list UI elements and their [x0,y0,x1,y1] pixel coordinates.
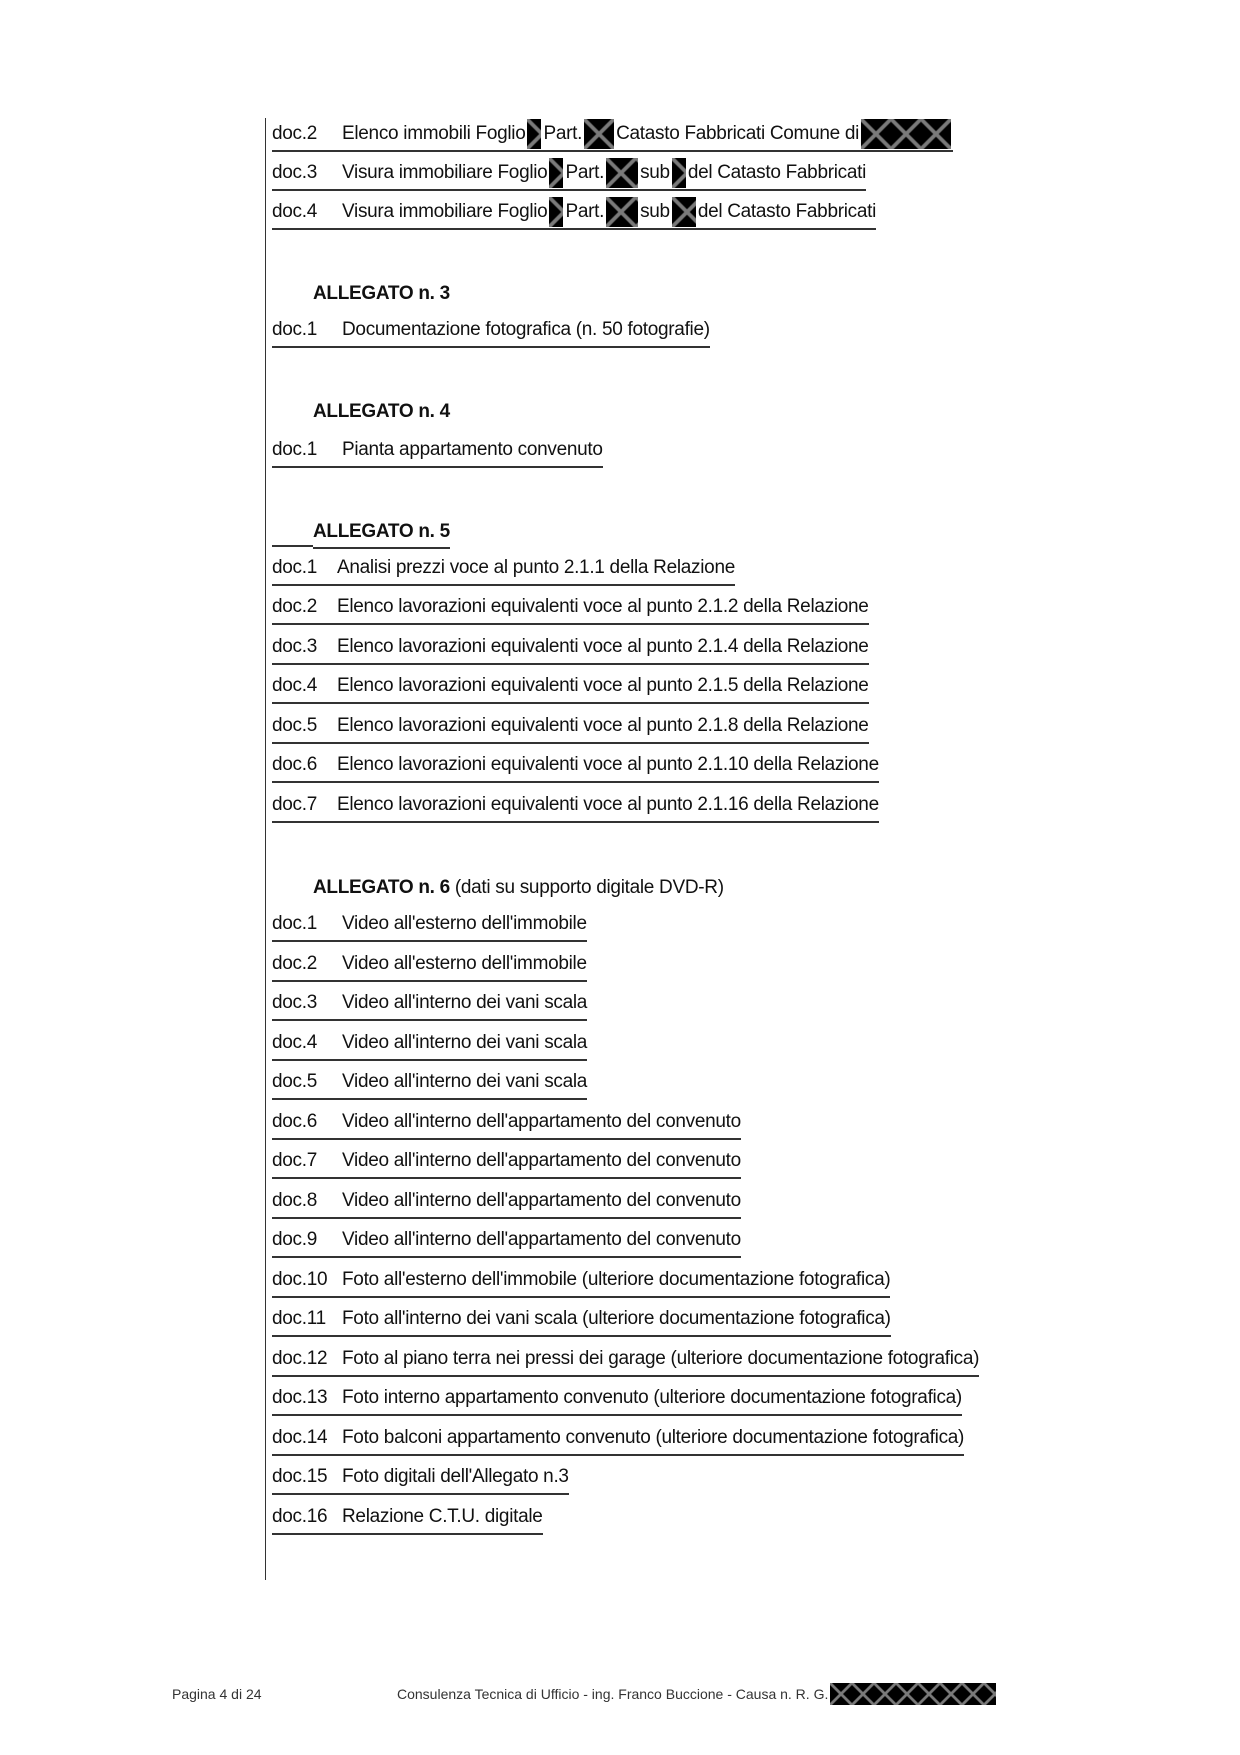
page-number: Pagina 4 di 24 [172,1686,262,1702]
doc-text: Part. [565,162,605,183]
doc-text: del Catasto Fabbricati [687,162,867,183]
doc-text: Foto all'interno dei vani scala (ulteriore documentazione fotografica) [342,1308,891,1329]
doc-text: Visura immobiliare Foglio [342,201,548,222]
doc-text: Video all'interno dei vani scala [342,992,588,1013]
doc-number: doc.1 [272,557,317,578]
redaction-block [527,119,541,149]
doc-text: Part. [543,123,583,144]
doc-number: doc.1 [272,439,317,460]
redaction-block [606,158,638,188]
doc-number: doc.5 [272,715,317,736]
attachment-4-heading: ALLEGATO n. 4 [313,401,450,422]
doc-text: sub [640,162,670,183]
doc-text: sub [640,201,670,222]
footer-caption [397,1682,998,1706]
doc-number: doc.16 [272,1506,328,1527]
attachment-5-heading: ALLEGATO n. 5 [313,517,450,549]
doc-row-a6-6 [272,1106,741,1140]
doc-text: Foto all'esterno dell'immobile (ulteriore documentazione fotografica) [342,1269,891,1290]
doc-row-a5-1 [272,552,735,586]
doc-text: Foto digitali dell'Allegato n.3 [342,1466,569,1487]
redaction-block [584,119,614,149]
doc-row-a5-4 [272,670,869,704]
redaction-block [549,158,563,188]
doc-text: Elenco lavorazioni equivalenti voce al punto 2.1.4 della Relazione [337,636,869,657]
doc-row-a2-4 [272,196,876,230]
doc-text: Video all'interno dei vani scala [342,1071,588,1092]
doc-text: Part. [565,201,605,222]
doc-number: doc.2 [272,953,317,974]
footer-text: Consulenza Tecnica di Ufficio - ing. Franco Buccione - Causa n. R. G. [397,1686,829,1702]
doc-text: Foto interno appartamento convenuto (ulteriore documentazione fotografica) [342,1387,962,1408]
redaction-block [830,1683,996,1705]
doc-number: doc.4 [272,1032,317,1053]
doc-row-a6-16 [272,1501,543,1535]
doc-text: Elenco lavorazioni equivalenti voce al punto 2.1.8 della Relazione [337,715,869,736]
doc-text: Elenco lavorazioni equivalenti voce al punto 2.1.10 della Relazione [337,754,879,775]
redaction-block [672,158,686,188]
doc-row-a2-2 [272,118,953,152]
doc-row-a6-9 [272,1224,741,1258]
doc-row-a5-6 [272,749,879,783]
doc-text: Video all'interno dell'appartamento del convenuto [342,1190,741,1211]
doc-row-a6-1 [272,908,587,942]
doc-text: Relazione C.T.U. digitale [342,1506,543,1527]
doc-row-a3-1 [272,314,710,348]
left-margin-rule [265,118,266,1580]
doc-number: doc.10 [272,1269,328,1290]
doc-number: doc.9 [272,1229,317,1250]
redaction-block [606,197,638,227]
doc-row-a6-4 [272,1027,587,1061]
attachment-6-title: ALLEGATO n. 6 [313,877,450,898]
doc-text: Visura immobiliare Foglio [342,162,548,183]
doc-text: Video all'interno dell'appartamento del convenuto [342,1111,741,1132]
doc-number: doc.8 [272,1190,317,1211]
doc-text: Foto balconi appartamento convenuto (ulteriore documentazione fotografica) [342,1427,965,1448]
doc-row-a6-10 [272,1264,890,1298]
doc-number: doc.7 [272,1150,317,1171]
doc-row-a4-1 [272,434,603,468]
doc-number: doc.5 [272,1071,317,1092]
doc-row-a6-3 [272,987,587,1021]
doc-text: Documentazione fotografica (n. 50 fotografie) [342,319,710,340]
doc-text: Pianta appartamento convenuto [342,439,603,460]
doc-row-a6-11 [272,1303,891,1337]
doc-number: doc.6 [272,1111,317,1132]
doc-row-a6-2 [272,948,587,982]
doc-row-a5-7 [272,789,879,823]
doc-text: Elenco lavorazioni equivalenti voce al punto 2.1.16 della Relazione [337,794,879,815]
attachment-6-heading [313,873,724,903]
redaction-block [861,119,951,149]
doc-text: Elenco lavorazioni equivalenti voce al punto 2.1.5 della Relazione [337,675,869,696]
doc-number: doc.15 [272,1466,328,1487]
doc-row-a5-2 [272,591,869,625]
doc-row-a6-5 [272,1066,587,1100]
doc-text: Video all'interno dell'appartamento del convenuto [342,1229,741,1250]
doc-number: doc.3 [272,636,317,657]
doc-text: Video all'interno dei vani scala [342,1032,588,1053]
doc-number: doc.11 [272,1308,326,1329]
doc-number: doc.13 [272,1387,328,1408]
doc-number: doc.3 [272,162,317,183]
redaction-block [549,197,563,227]
doc-text: Elenco immobili Foglio [342,123,526,144]
doc-text: Catasto Fabbricati Comune di [616,123,860,144]
redaction-block [672,197,696,227]
doc-text: Elenco lavorazioni equivalenti voce al punto 2.1.2 della Relazione [337,596,869,617]
doc-number: doc.4 [272,201,317,222]
doc-number: doc.14 [272,1427,328,1448]
doc-number: doc.1 [272,319,317,340]
doc-text: Video all'esterno dell'immobile [342,953,587,974]
doc-row-a5-3 [272,631,869,665]
doc-row-a6-7 [272,1145,741,1179]
doc-number: doc.6 [272,754,317,775]
doc-text: Video all'esterno dell'immobile [342,913,587,934]
doc-row-a6-12 [272,1343,979,1377]
doc-row-a6-8 [272,1185,741,1219]
doc-text: Foto al piano terra nei pressi dei garage (ulteriore documentazione fotografica) [342,1348,980,1369]
doc-row-a6-15 [272,1461,569,1495]
doc-row-a5-5 [272,710,869,744]
doc-text: Video all'interno dell'appartamento del convenuto [342,1150,741,1171]
doc-text: Analisi prezzi voce al punto 2.1.1 della Relazione [337,557,735,578]
doc-row-a2-3 [272,157,866,191]
heading-underline [272,545,313,547]
doc-row-a6-13 [272,1382,962,1416]
doc-number: doc.7 [272,794,317,815]
doc-number: doc.2 [272,123,317,144]
doc-number: doc.1 [272,913,317,934]
doc-number: doc.3 [272,992,317,1013]
doc-text: del Catasto Fabbricati [697,201,877,222]
doc-number: doc.4 [272,675,317,696]
attachment-6-note: (dati su supporto digitale DVD-R) [454,877,724,898]
doc-number: doc.2 [272,596,317,617]
doc-number: doc.12 [272,1348,328,1369]
doc-row-a6-14 [272,1422,964,1456]
attachment-3-heading: ALLEGATO n. 3 [313,283,450,304]
